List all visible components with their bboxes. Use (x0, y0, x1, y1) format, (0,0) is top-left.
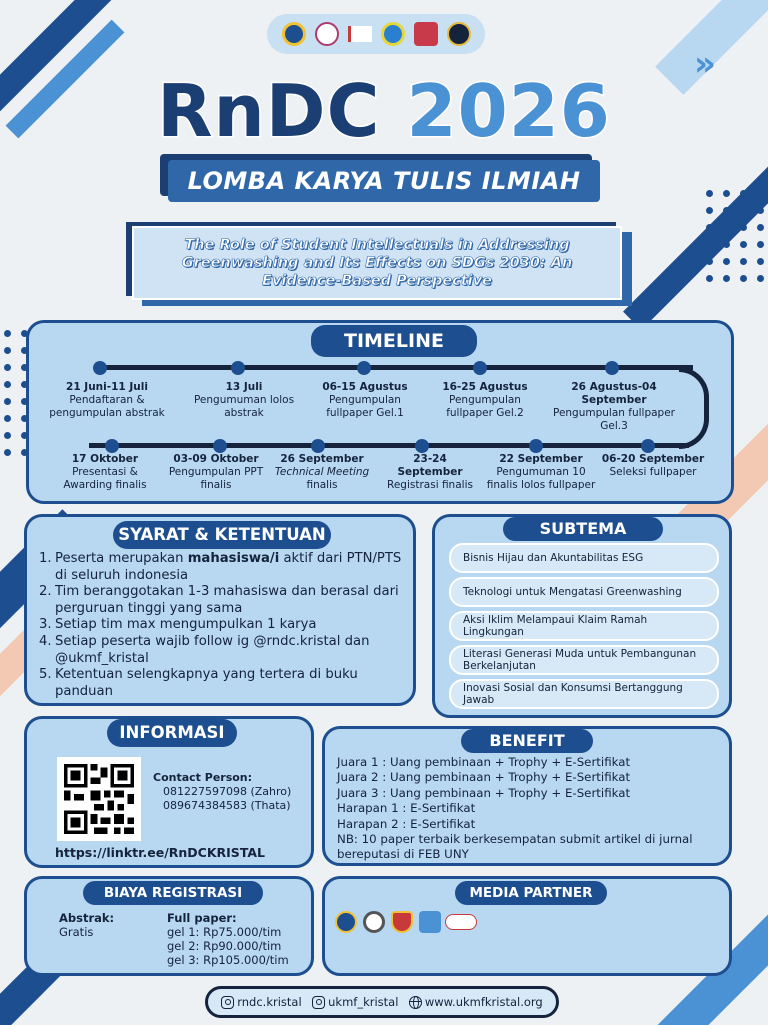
title-part2: 2026 (406, 69, 611, 153)
qr-code-icon[interactable] (57, 757, 141, 841)
rndc-logo (447, 22, 471, 46)
syarat-item: 3. Setiap tim max mengumpulkan 1 karya (39, 617, 317, 633)
fullpaper-label: Full paper: (167, 911, 237, 925)
syarat-item: 5. Ketentuan selengkapnya yang tertera di buku panduan (39, 667, 358, 699)
abstrak-label: Abstrak: (59, 911, 115, 925)
contact-phone[interactable]: 081227597098 (Zahro) (163, 785, 292, 798)
timeline-dot (105, 439, 119, 453)
media-partner-heading: MEDIA PARTNER (455, 881, 607, 905)
benefit-item: Juara 2 : Uang pembinaan + Trophy + E-Sertifikat (337, 770, 631, 785)
feb-logo (315, 22, 339, 46)
biaya-heading: BIAYA REGISTRASI (83, 881, 263, 905)
benefit-note: NB: 10 paper terbaik berkesempatan submit artikel di jurnal bereputasi di FEB UNY (337, 832, 693, 862)
theme-text: The Role of Student Intellectuals in Addressing Greenwashing and Its Effects on SDGs 2030: An Evidence-Based Perspective (181, 237, 573, 289)
abstrak-value: Gratis (59, 925, 94, 939)
website-link[interactable]: www.ukmfkristal.org (409, 995, 543, 1009)
fullpaper-price: gel 1: Rp75.000/tim (167, 925, 282, 939)
syarat-panel (24, 514, 416, 706)
timeline-dot (311, 439, 325, 453)
subtitle: LOMBA KARYA TULIS ILMIAH (187, 167, 581, 195)
timeline-dot (357, 361, 371, 375)
linktree-link[interactable]: https://linktr.ee/RnDCKRISTAL (55, 845, 266, 860)
instagram-icon (312, 996, 325, 1009)
timeline-item: 26 September Technical Meeting finalis (274, 453, 370, 491)
subtema-item: Aksi Iklim Melampaui Klaim Ramah Lingkungan (449, 611, 719, 641)
fullpaper-price: gel 3: Rp105.000/tim (167, 953, 289, 967)
media-partner-logo (391, 911, 413, 933)
timeline-item: 13 Juli Pengumuman lolos abstrak (193, 381, 295, 419)
syarat-item: 2. Tim beranggotakan 1-3 mahasiswa dan berasal dari perguruan tinggi yang sama (39, 584, 399, 616)
timeline-panel (26, 320, 734, 504)
subtema-panel (432, 514, 732, 718)
benefit-list (337, 755, 729, 863)
media-partner-logo (419, 911, 441, 933)
page-title (0, 66, 768, 156)
timeline-heading: TIMELINE (311, 325, 477, 357)
theme-banner (132, 226, 622, 300)
kristal-logo (414, 22, 438, 46)
instagram-link[interactable]: ukmf_kristal (312, 995, 398, 1009)
logo-bar (267, 14, 485, 54)
timeline-dot (529, 439, 543, 453)
benefit-item: Harapan 2 : E-Sertifikat (337, 816, 476, 831)
university-logo (282, 22, 306, 46)
media-partner-panel (322, 876, 732, 976)
subtema-item: Literasi Generasi Muda untuk Pembangunan Berkelanjutan (449, 645, 719, 675)
syarat-item: 1. Peserta merupakan mahasiswa/i aktif dari PTN/PTS di seluruh indonesia (39, 551, 402, 583)
benefit-heading: BENEFIT (461, 729, 593, 753)
timeline-item: 21 Juni-11 Juli Pendaftaran & pengumpulan abstrak (49, 381, 165, 419)
ukmf-logo (381, 22, 405, 46)
syarat-list (39, 551, 409, 700)
subtema-item: Bisnis Hijau dan Akuntabilitas ESG (449, 543, 719, 573)
timeline-line-bottom (89, 443, 689, 448)
timeline-item: 16-25 Agustus Pengumpulan fullpaper Gel.2 (442, 381, 528, 419)
media-partner-logo (335, 911, 357, 933)
timeline-line-right (679, 367, 709, 449)
timeline-dot (641, 439, 655, 453)
timeline-dot (231, 361, 245, 375)
timeline-item: 23-24 September Registrasi finalis (387, 453, 473, 491)
syarat-item: 4. Setiap peserta wajib follow ig @rndc.kristal dan @ukmf_kristal (39, 633, 370, 666)
timeline-dot (415, 439, 429, 453)
contact-phone[interactable]: 089674384583 (Thata) (163, 799, 291, 812)
informasi-heading: INFORMASI (107, 719, 237, 747)
benefit-item: Juara 3 : Uang pembinaan + Trophy + E-Sertifikat (337, 785, 631, 800)
media-partner-logo (445, 914, 477, 930)
globe-icon (409, 996, 422, 1009)
benefit-item: Harapan 1 : E-Sertifikat (337, 801, 476, 816)
timeline-item: 22 September Pengumuman 10 finalis lolos fullpaper (486, 453, 596, 491)
benefit-panel (322, 726, 732, 866)
timeline-dot (605, 361, 619, 375)
title-part1: RnDC (157, 69, 381, 153)
subtitle-banner (168, 160, 600, 202)
timeline-dot (213, 439, 227, 453)
biaya-panel (24, 876, 314, 976)
subtema-item: Inovasi Sosial dan Konsumsi Bertanggung Jawab (449, 679, 719, 709)
timeline-item: 03-09 Oktober Pengumpulan PPT finalis (168, 453, 264, 491)
syarat-heading: SYARAT & KETENTUAN (113, 521, 331, 549)
subtema-heading: SUBTEMA (503, 517, 663, 541)
social-footer (205, 986, 559, 1018)
timeline-item: 06-15 Agustus Pengumpulan fullpaper Gel.1 (322, 381, 408, 419)
media-partner-logo (363, 911, 385, 933)
timeline-item: 17 Oktober Presentasi & Awarding finalis (63, 453, 147, 491)
prodi-logo (348, 26, 372, 42)
instagram-icon (221, 996, 234, 1009)
subtema-item: Teknologi untuk Mengatasi Greenwashing (449, 577, 719, 607)
timeline-dot (473, 361, 487, 375)
timeline-line-top (99, 365, 693, 370)
timeline-item: 06-20 September Seleksi fullpaper (601, 453, 705, 478)
contact-title: Contact Person: (153, 771, 253, 784)
timeline-dot (93, 361, 107, 375)
instagram-link[interactable]: rndc.kristal (221, 995, 301, 1009)
fullpaper-price: gel 2: Rp90.000/tim (167, 939, 282, 953)
benefit-item: Juara 1 : Uang pembinaan + Trophy + E-Sertifikat (337, 755, 631, 769)
informasi-panel (24, 716, 314, 868)
timeline-item: 26 Agustus-04 September Pengumpulan fullpaper Gel.3 (552, 381, 675, 432)
